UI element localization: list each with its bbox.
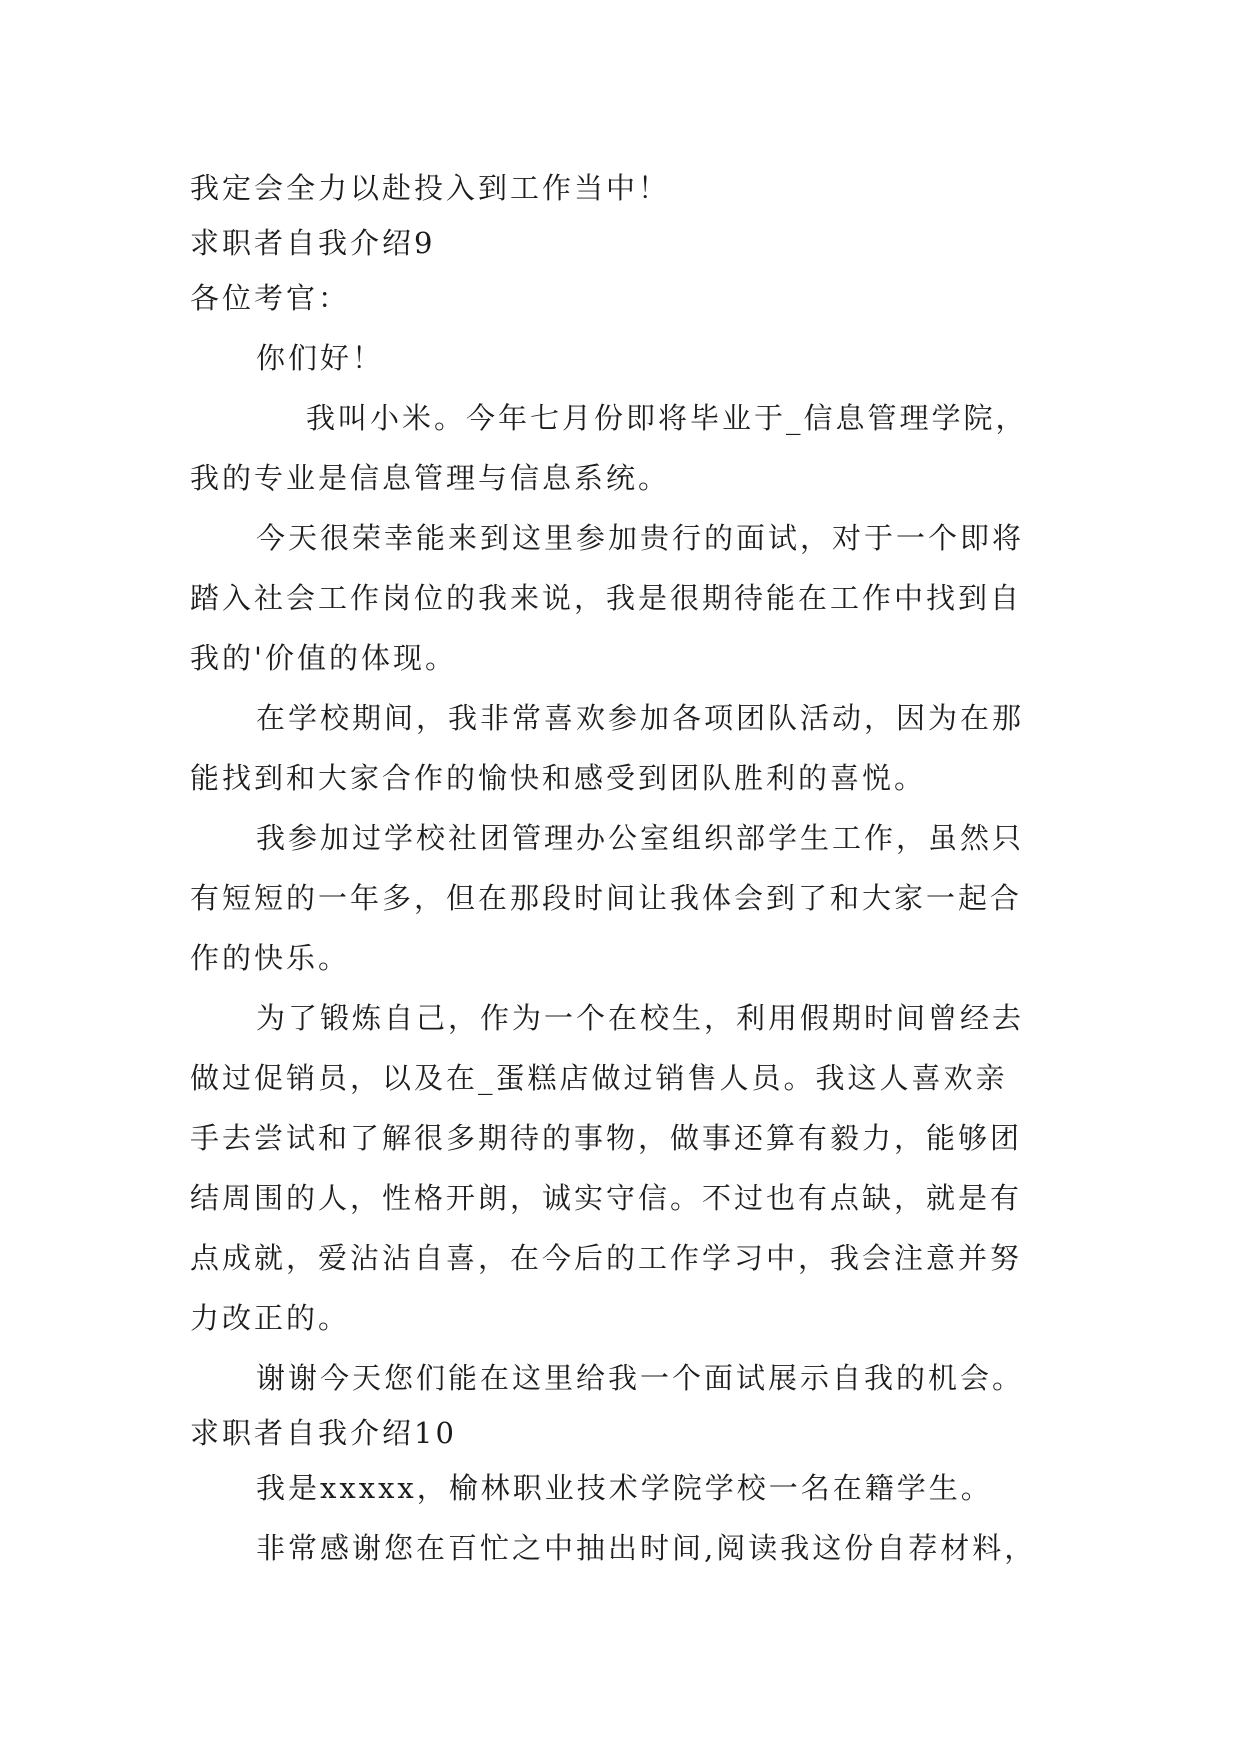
- paragraph-line: 作的快乐。: [190, 941, 351, 975]
- paragraph-line: 为了锻炼自己，作为一个在校生，利用假期时间曾经去: [256, 1001, 1025, 1035]
- paragraph-line: 我是xxxxx，榆林职业技术学院学校一名在籍学生。: [256, 1471, 993, 1505]
- paragraph-line: 我参加过学校社团管理办公室组织部学生工作，虽然只: [256, 821, 1025, 855]
- paragraph-line: 谢谢今天您们能在这里给我一个面试展示自我的机会。: [256, 1361, 1025, 1395]
- paragraph-line: 点成就，爱沾沾自喜，在今后的工作学习中，我会注意并努: [190, 1241, 1023, 1275]
- paragraph-line: 有短短的一年多，但在那段时间让我体会到了和大家一起合: [190, 881, 1023, 915]
- paragraph-line: 我的专业是信息管理与信息系统。: [190, 461, 671, 495]
- paragraph-line: 手去尝试和了解很多期待的事物，做事还算有毅力，能够团: [190, 1121, 1023, 1155]
- paragraph-line: 非常感谢您在百忙之中抽出时间,阅读我这份自荐材料，: [256, 1531, 1037, 1565]
- paragraph-line: 今天很荣幸能来到这里参加贵行的面试，对于一个即将: [256, 521, 1025, 555]
- salutation: 各位考官：: [190, 281, 351, 315]
- text-line: 我定会全力以赴投入到工作当中！: [190, 171, 671, 205]
- paragraph-line: 结周围的人，性格开朗，诚实守信。不过也有点缺，就是有: [190, 1181, 1023, 1215]
- paragraph-line: 踏入社会工作岗位的我来说，我是很期待能在工作中找到自: [190, 581, 1023, 615]
- document-body: [190, 158, 1070, 1578]
- section-heading: 求职者自我介绍9: [190, 226, 436, 260]
- greeting: 你们好！: [256, 341, 385, 375]
- paragraph-line: 做过促销员，以及在_蛋糕店做过销售人员。我这人喜欢亲: [190, 1061, 1008, 1095]
- paragraph-line: 力改正的。: [190, 1301, 351, 1335]
- paragraph-line: 我的'价值的体现。: [190, 641, 457, 675]
- section-heading: 求职者自我介绍10: [190, 1416, 457, 1450]
- paragraph-line: 我叫小米。今年七月份即将毕业于_信息管理学院，: [306, 401, 1028, 435]
- paragraph-line: 能找到和大家合作的愉快和感受到团队胜利的喜悦。: [190, 761, 927, 795]
- paragraph-line: 在学校期间，我非常喜欢参加各项团队活动，因为在那: [256, 701, 1025, 735]
